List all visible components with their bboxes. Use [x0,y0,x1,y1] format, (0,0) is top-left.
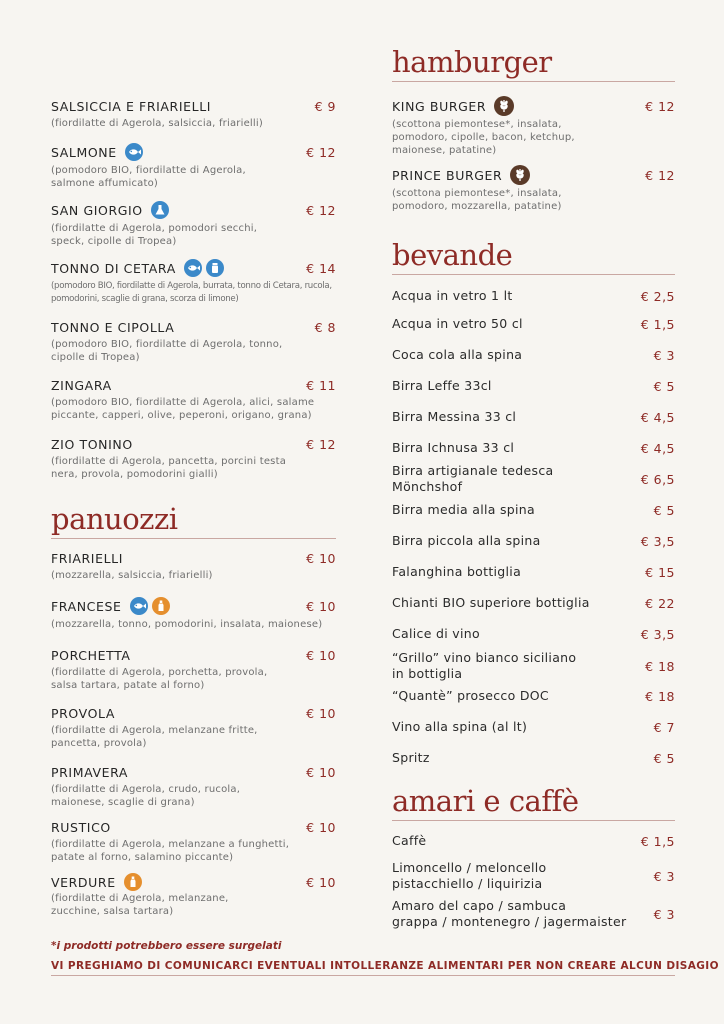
item-desc: (fiordilatte di Agerola, pomodori secchi, speck, cipolle di Tropea) [51,223,258,247]
item-price: € 10 [306,706,336,721]
drink-price: € 7 [653,719,675,735]
wheat-icon [510,165,530,185]
drink-item [392,750,675,766]
item-desc: (fiordilatte di Agerola, pancetta, porcini testa nera, provola, pomodorini gialli) [51,456,287,480]
menu-item [51,437,336,481]
item-price: € 11 [306,378,336,393]
drink-name: Caffè [392,833,427,848]
menu-item [51,765,336,809]
item-price: € 12 [645,98,675,114]
item-name: FRANCESE [51,598,122,614]
item-name: SALMONE [51,144,117,160]
item-desc: (fiordilatte di Agerola, melanzane a funghetti, patate al forno, salamino piccante) [51,839,290,863]
menu-item [51,378,336,422]
milk-icon [206,259,224,277]
item-name: PROVOLA [51,706,116,721]
menu-item [51,99,336,130]
drink-name: Birra artigianale tedesca [392,463,554,478]
item-desc: (pomodoro BIO, fiordilatte di Agerola, alici, salame piccante, capperi, olive, peperoni, origano, grana) [51,397,315,421]
drink-price: € 3 [653,347,675,363]
drink-item [392,440,675,456]
drink-name: Amaro del capo / sambuca [392,898,567,913]
drink-item [392,316,675,332]
menu-item [51,706,336,750]
drink-name: Acqua in vetro 1 lt [392,288,513,303]
item-desc: (scottona piemontese*, insalata, pomodoro, mozzarella, patatine) [392,188,562,212]
drink-name-line2: in bottiglia [392,666,463,681]
drink-item [392,860,675,892]
drink-price: € 1,5 [640,833,675,849]
item-name: RUSTICO [51,820,111,835]
section-title-hamburger: hamburger [392,45,675,82]
drink-name: Coca cola alla spina [392,347,523,362]
drink-name: Acqua in vetro 50 cl [392,316,523,331]
drink-item [392,564,675,580]
menu-item [51,320,336,364]
drink-price: € 3,5 [640,626,675,642]
item-name: ZINGARA [51,378,112,393]
wheat-icon [494,96,514,116]
drink-price: € 5 [653,750,675,766]
item-name: SALSICCIA E FRIARIELLI [51,99,212,114]
drink-price: € 3 [653,868,675,884]
item-price: € 12 [306,437,336,452]
drink-name: Vino alla spina (al lt) [392,719,528,734]
drink-price: € 1,5 [640,316,675,332]
drink-item [392,347,675,363]
drink-name: Spritz [392,750,430,765]
drink-item [392,650,675,682]
item-desc: (scottona piemontese*, insalata, pomodoro, cipolle, bacon, ketchup, maionese, patatine) [392,119,575,156]
item-price: € 12 [306,144,336,160]
item-name: VERDURE [51,874,116,890]
menu-item [392,165,675,213]
menu-item [392,96,675,157]
drink-price: € 3 [653,906,675,922]
surgelati-note: *i prodotti potrebbero essere surgelati [51,940,282,952]
drink-price: € 4,5 [640,440,675,456]
drink-name: Calice di vino [392,626,480,641]
drink-price: € 4,5 [640,409,675,425]
drink-name: Falanghina bottiglia [392,564,522,579]
item-price: € 8 [314,320,336,335]
menu-item [51,551,336,582]
section-title-panuozzi: panuozzi [51,502,336,539]
drink-name: Limoncello / meloncello [392,860,547,875]
item-price: € 14 [306,260,336,276]
item-price: € 10 [306,648,336,663]
item-name: SAN GIORGIO [51,202,143,218]
item-price: € 10 [306,874,336,890]
drink-name: Birra Leffe 33cl [392,378,492,393]
section-title-bevande: bevande [392,238,675,275]
item-desc: (pomodoro BIO, fiordilatte di Agerola, salmone affumicato) [51,165,246,189]
drink-item [392,898,675,930]
menu-item [51,648,336,692]
item-desc: (fiordilatte di Agerola, melanzane fritte, pancetta, provola) [51,725,258,749]
drink-item [392,378,675,394]
drink-price: € 5 [653,502,675,518]
item-desc: (fiordilatte di Agerola, melanzane, zucchine, salsa tartara) [51,893,229,917]
menu-item [51,597,336,631]
drink-name-line2: Mönchshof [392,479,463,494]
item-desc: (fiordilatte di Agerola, crudo, rucola, maionese, scaglie di grana) [51,784,241,808]
section-title-amari: amari e caffè [392,784,675,821]
item-price: € 10 [306,820,336,835]
item-price: € 9 [314,99,336,114]
item-name: PRIMAVERA [51,765,129,780]
bottle-icon [152,597,170,615]
drink-price: € 22 [645,595,675,611]
item-price: € 12 [645,167,675,183]
bottle-icon [124,873,142,891]
drink-price: € 6,5 [640,471,675,487]
drink-item [392,626,675,642]
drink-item [392,288,675,304]
drink-name: Birra Ichnusa 33 cl [392,440,515,455]
drink-name-line2: pistacchiello / liquirizia [392,876,543,891]
drink-item [392,595,675,611]
drink-name: “Quantè” prosecco DOC [392,688,549,703]
item-name: TONNO E CIPOLLA [51,320,175,335]
drink-item [392,833,675,849]
item-price: € 12 [306,202,336,218]
fish-icon [130,597,148,615]
fish-icon [184,259,202,277]
item-desc: (pomodoro BIO, fiordilatte di Agerola, tonno, cipolle di Tropea) [51,339,283,363]
fish-icon [125,143,143,161]
allergy-warning: VI PREGHIAMO DI COMUNICARCI EVENTUALI INTOLLERANZE ALIMENTARI PER NON CREARE ALCUN DISAGIO [51,960,675,976]
drink-price: € 15 [645,564,675,580]
drink-price: € 2,5 [640,288,675,304]
drink-item [392,533,675,549]
drink-item [392,409,675,425]
item-name: ZIO TONINO [51,437,133,452]
drink-price: € 18 [645,658,675,674]
drink-item [392,463,675,495]
drink-item [392,719,675,735]
item-name: PORCHETTA [51,648,131,663]
menu-item [51,259,336,306]
item-desc: (pomodoro BIO, fiordilatte di Agerola, burrata, tonno di Cetara, rucola, pomodorini, scaglie di grana, scorza di limone) [51,281,332,304]
drink-name: Birra Messina 33 cl [392,409,517,424]
menu-item [51,201,336,248]
menu-item [51,820,336,864]
item-desc: (fiordilatte di Agerola, porchetta, provola, salsa tartara, patate al forno) [51,667,268,691]
drink-item [392,502,675,518]
drink-item [392,688,675,704]
flask-icon [151,201,169,219]
item-desc: (fiordilatte di Agerola, salsiccia, friarielli) [51,118,263,129]
drink-price: € 18 [645,688,675,704]
drink-name: Birra piccola alla spina [392,533,541,548]
drink-name: Chianti BIO superiore bottiglia [392,595,590,610]
menu-item [51,873,336,918]
item-name: FRIARIELLI [51,551,123,566]
item-price: € 10 [306,598,336,614]
item-price: € 10 [306,765,336,780]
drink-price: € 3,5 [640,533,675,549]
item-name: PRINCE BURGER [392,167,503,183]
drink-price: € 5 [653,378,675,394]
item-name: TONNO DI CETARA [51,260,176,276]
drink-name-line2: grappa / montenegro / jagermaister [392,914,627,929]
item-desc: (mozzarella, tonno, pomodorini, insalata, maionese) [51,619,323,630]
item-desc: (mozzarella, salsiccia, friarielli) [51,570,213,581]
item-price: € 10 [306,551,336,566]
drink-name: “Grillo” vino bianco siciliano [392,650,577,665]
item-name: KING BURGER [392,98,487,114]
menu-item [51,143,336,190]
drink-name: Birra media alla spina [392,502,535,517]
